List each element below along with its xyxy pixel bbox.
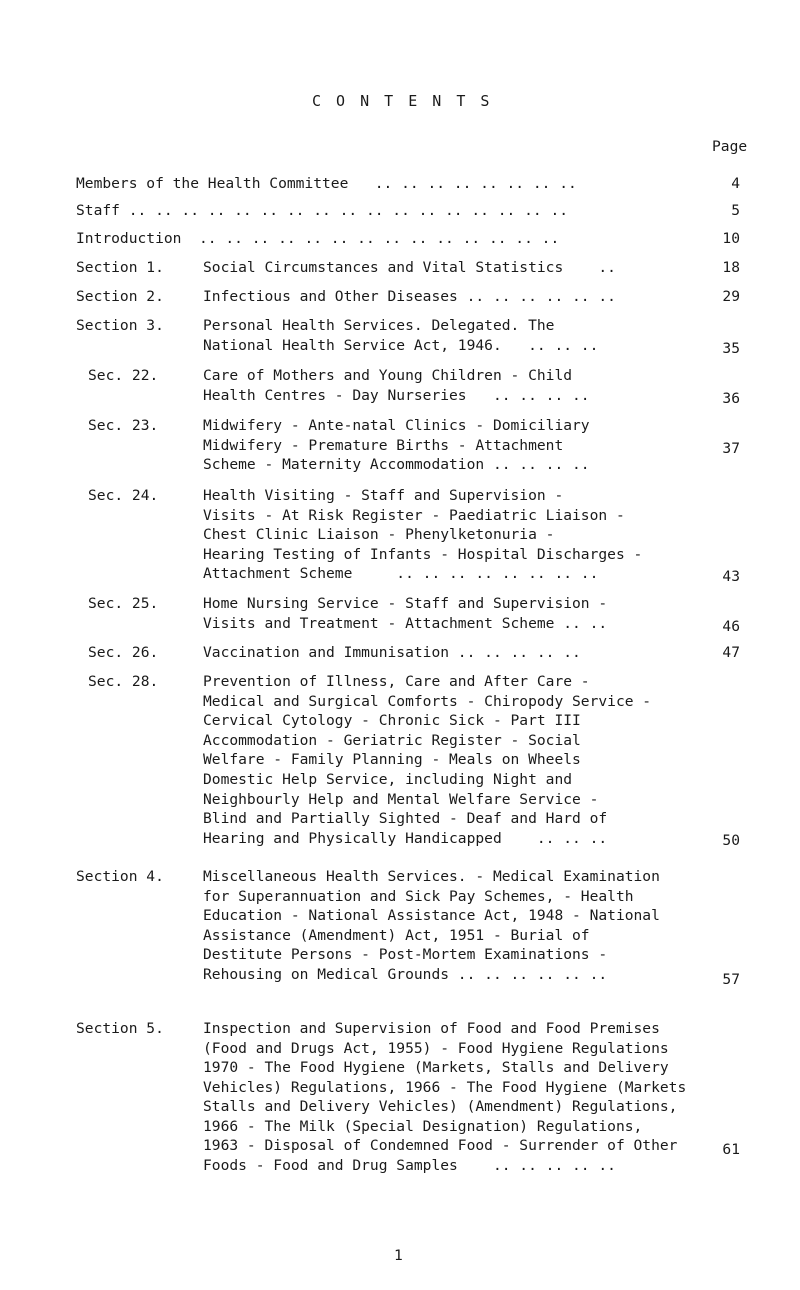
toc-entry-line: Neighbourly Help and Mental Welfare Service - — [203, 790, 599, 808]
toc-entry-line: (Food and Drugs Act, 1955) - Food Hygiene Regulations — [203, 1039, 669, 1057]
toc-entry-line: Health Visiting - Staff and Supervision - — [203, 487, 564, 504]
toc-entry — [0, 770, 800, 848]
toc-entry-line: Visits - At Risk Register - Paediatric Liaison - — [203, 506, 625, 524]
toc-entry-line: Miscellaneous Health Services. - Medical Examination — [203, 868, 660, 885]
toc-entry-line: 1966 - The Milk (Special Designation) Regulations, — [203, 1117, 643, 1135]
toc-entry-text — [203, 258, 733, 278]
toc-entry — [0, 416, 800, 475]
toc-entry-line: Staff .. .. .. .. .. .. .. .. .. .. .. .. .. .. .. .. .. — [76, 202, 569, 219]
toc-page-number: 36 — [722, 390, 740, 407]
toc-entry-line: National Health Service Act, 1946. .. .. .. — [203, 336, 599, 354]
toc-entry-line: Personal Health Services. Delegated. The — [203, 317, 555, 334]
toc-entry — [0, 1019, 800, 1175]
toc-entry-line: Visits and Treatment - Attachment Scheme .. .. — [203, 614, 608, 632]
toc-entry-line: Medical and Surgical Comforts - Chiropody Service - — [203, 692, 652, 710]
toc-entry-line: Assistance (Amendment) Act, 1951 - Burial of — [203, 926, 590, 944]
toc-page-number: 47 — [722, 644, 740, 661]
toc-entry-line: for Superannuation and Sick Pay Schemes, - Health — [203, 887, 634, 905]
toc-entry-text — [203, 672, 733, 770]
toc-section-label: Sec. 22. — [88, 367, 159, 384]
toc-entry-line: Inspection and Supervision of Food and Food Premises — [203, 1020, 660, 1037]
toc-entry-line: Accommodation - Geriatric Register - Social — [203, 731, 581, 749]
toc-entry-text — [203, 594, 733, 633]
toc-entry-text — [203, 416, 733, 475]
toc-page-number: 37 — [722, 440, 740, 457]
toc-entry — [0, 201, 800, 221]
toc-section-label: Sec. 28. — [88, 673, 159, 690]
toc-entry-line: Welfare - Family Planning - Meals on Wheels — [203, 751, 581, 768]
toc-entry-line: Blind and Partially Sighted - Deaf and Hard of — [203, 810, 608, 827]
toc-entry-text — [203, 486, 733, 584]
toc-section-label: Sec. 24. — [88, 487, 159, 504]
toc-section-label: Section 5. — [76, 1020, 164, 1037]
toc-entry-line: Education - National Assistance Act, 1948 - National — [203, 907, 660, 924]
toc-page-number: 50 — [722, 832, 740, 849]
toc-page-number: 61 — [722, 1141, 740, 1158]
toc-entry-line: Hearing and Physically Handicapped .. .. .. — [203, 829, 608, 847]
toc-section-label: Sec. 25. — [88, 595, 159, 612]
toc-entry-line: Members of the Health Committee .. .. .. .. .. .. .. .. — [76, 175, 577, 192]
toc-page-number: 43 — [722, 568, 740, 585]
toc-page-number: 35 — [722, 340, 740, 357]
toc-page-number: 29 — [722, 288, 740, 305]
toc-entry-line: Health Centres - Day Nurseries .. .. .. .. — [203, 386, 590, 404]
toc-entry-line: Attachment Scheme .. .. .. .. .. .. .. .. — [203, 565, 599, 582]
toc-entry — [0, 258, 800, 278]
toc-entry-line: Introduction .. .. .. .. .. .. .. .. .. .. .. .. .. .. — [76, 230, 560, 247]
toc-page-number: 4 — [731, 175, 740, 192]
toc-entry-text — [203, 770, 733, 848]
toc-entry-line: Cervical Cytology - Chronic Sick - Part III — [203, 712, 581, 729]
toc-page-number: 10 — [722, 230, 740, 247]
toc-entry-text — [203, 867, 733, 984]
toc-entry-text — [76, 174, 716, 194]
toc-entry-line: Vehicles) Regulations, 1966 - The Food Hygiene (Markets — [203, 1078, 687, 1096]
toc-section-label: Section 3. — [76, 317, 164, 334]
toc-entry-line: Prevention of Illness, Care and After Care - — [203, 673, 590, 690]
toc-section-label: Sec. 23. — [88, 417, 159, 434]
toc-entry — [0, 594, 800, 633]
contents-title: C O N T E N T S — [312, 92, 493, 110]
toc-section-label: Sec. 26. — [88, 644, 159, 661]
toc-entry — [0, 287, 800, 307]
toc-entry-text — [203, 366, 733, 405]
page-number: 1 — [394, 1247, 403, 1264]
toc-entry-line: Hearing Testing of Infants - Hospital Discharges - — [203, 545, 643, 563]
toc-entry-line: Chest Clinic Liaison - Phenylketonuria - — [203, 526, 555, 543]
toc-page-number: 57 — [722, 971, 740, 988]
toc-entry — [0, 486, 800, 584]
toc-entry-line: Stalls and Delivery Vehicles) (Amendment) Regulations, — [203, 1098, 678, 1115]
toc-entry-line: Scheme - Maternity Accommodation .. .. .. .. — [203, 456, 590, 473]
toc-entry-line: Midwifery - Premature Births - Attachment — [203, 436, 564, 454]
toc-entry-line: Home Nursing Service - Staff and Supervision - — [203, 595, 608, 612]
toc-entry-text — [203, 287, 733, 307]
toc-entry-line: Care of Mothers and Young Children - Child — [203, 367, 573, 384]
toc-section-label: Section 4. — [76, 868, 164, 885]
toc-entry — [0, 316, 800, 355]
toc-section-label: Section 1. — [76, 259, 164, 276]
toc-entry-line: Vaccination and Immunisation .. .. .. .. .. — [203, 644, 581, 661]
toc-entry — [0, 867, 800, 988]
toc-entry — [0, 643, 800, 663]
toc-entry-line: Social Circumstances and Vital Statistics .. — [203, 259, 616, 276]
toc-entry-line: 1963 - Disposal of Condemned Food - Surrender of Other — [203, 1137, 678, 1154]
toc-entry — [0, 174, 800, 194]
toc-entry — [0, 672, 800, 770]
page-column-label: Page — [712, 138, 748, 155]
toc-section-label: Section 2. — [76, 288, 164, 305]
toc-entry — [0, 229, 800, 249]
toc-page-number: 5 — [731, 202, 740, 219]
toc-entry-line: Domestic Help Service, including Night and — [203, 771, 573, 788]
toc-entry-line: 1970 - The Food Hygiene (Markets, Stalls and Delivery — [203, 1059, 669, 1076]
toc-page-number: 18 — [722, 259, 740, 276]
toc-entry-text — [203, 316, 733, 355]
toc-entry-text — [203, 1019, 733, 1175]
toc-entry-line: Rehousing on Medical Grounds .. .. .. .. .. .. — [203, 965, 608, 983]
toc-entry-line: Midwifery - Ante-natal Clinics - Domiciliary — [203, 417, 590, 434]
toc-entry-text — [76, 229, 716, 249]
toc-entry-line: Foods - Food and Drug Samples .. .. .. .. .. — [203, 1156, 616, 1174]
toc-page-number: 46 — [722, 618, 740, 635]
toc-entry-text — [76, 201, 716, 221]
toc-entry-line: Infectious and Other Diseases .. .. .. .. .. .. — [203, 288, 616, 305]
toc-entry-text — [203, 643, 733, 663]
toc-entry — [0, 366, 800, 405]
toc-entry-line: Destitute Persons - Post-Mortem Examinations - — [203, 946, 608, 963]
